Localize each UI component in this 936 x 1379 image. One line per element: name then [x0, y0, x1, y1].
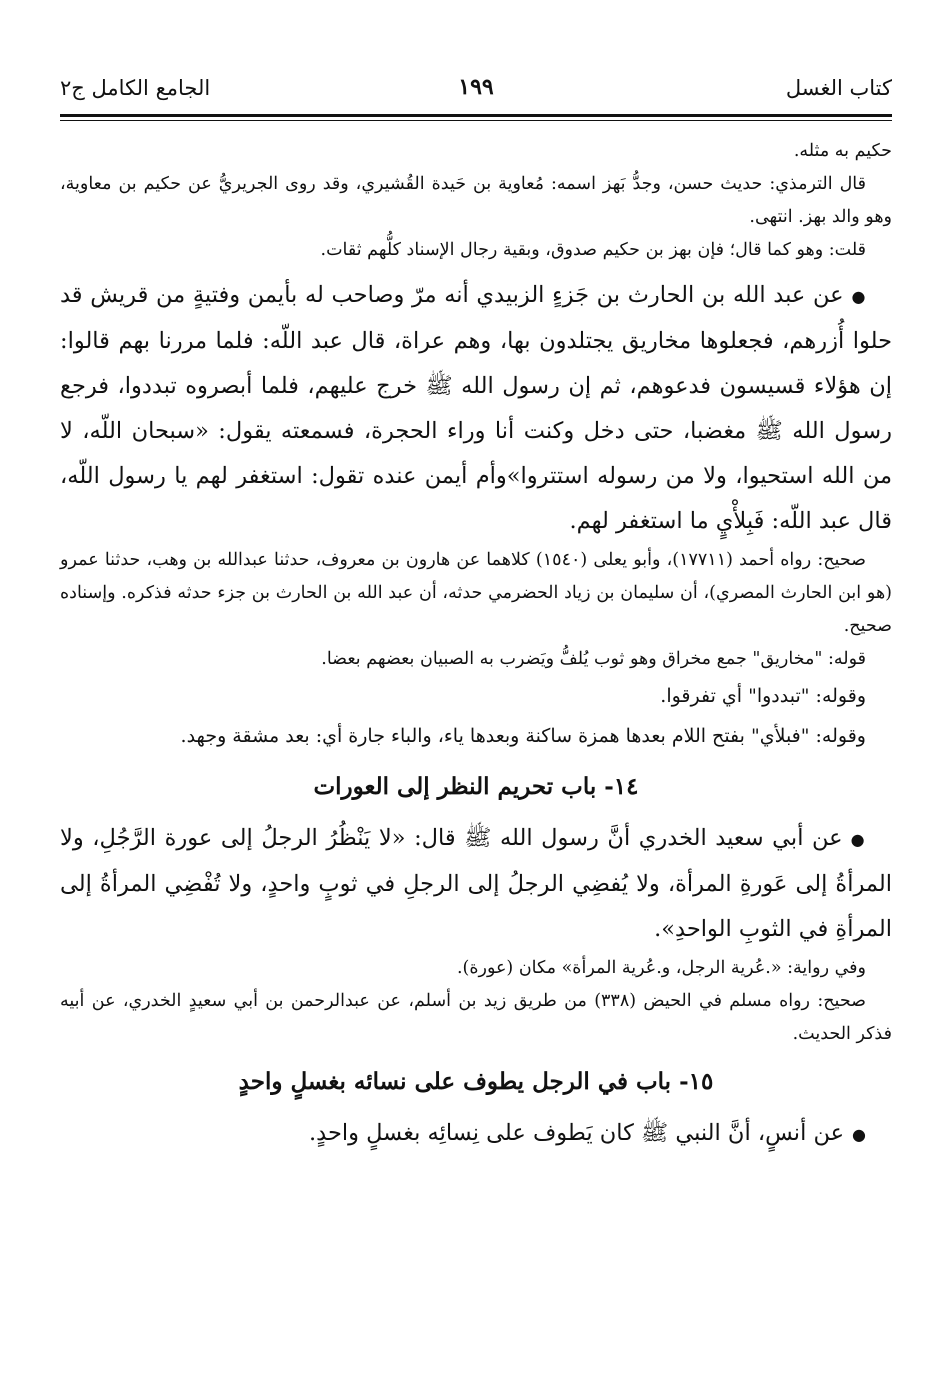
- author-note: قلت: وهو كما قال؛ فإن بهز بن حكيم صدوق، وبقية رجال الإسناد كلُّهم ثقات.: [320, 240, 866, 260]
- gloss-paragraph: وقوله: "فبلأي" بفتح اللام بعدها همزة ساكنة وبعدها ياء، والباء جارة أي: بعد مشقة وجهد.: [180, 725, 866, 747]
- page-header: [60, 70, 892, 112]
- hadith-paragraph: [60, 273, 892, 544]
- hadith-paragraph: [60, 816, 892, 952]
- intro-line: حكيم به مثله.: [793, 141, 892, 161]
- gloss-paragraph: وقوله: "تبددوا" أي تفرقوا.: [660, 685, 866, 707]
- section-heading: ١٤- باب تحريم النظر إلى العورات: [313, 773, 639, 800]
- chapter-name: كتاب الغسل: [785, 76, 892, 100]
- hadith-paragraph: [60, 1111, 892, 1157]
- takhrij-paragraph: صحيح: رواه مسلم في الحيض (٣٣٨) من طريق زيد بن أسلم، عن عبدالرحمن بن أبي سعيدٍ الخدري، عن أبيه فذكر الحديث.: [60, 991, 892, 1044]
- takhrij-paragraph: صحيح: رواه أحمد (١٧٧١١)، وأبو يعلى (١٥٤٠) كلاهما عن هارون بن معروف، حدثنا عبدالله بن وهب، حدثنا عمرو (هو ابن الحارث المصري)، أن سليمان بن زياد الحضرمي حدثه، أن عبد الله بن الحارث بن جزء حدثه فذكره. وإسناده صحيح.: [60, 550, 892, 636]
- tirmidhi-comment: قال الترمذي: حديث حسن، وجدُّ بَهز اسمه: مُعاوية بن حَيدة القُشيري، وقد روى الجريريُّ عن حكيم بن معاوية، وهو والد بهز. انتهى.: [60, 174, 892, 227]
- header-rule-thick: [60, 114, 892, 117]
- hadith-text: عن عبد الله بن الحارث بن جَزءٍ الزبيدي أنه مرّ وصاحب له بأيمن وفتيةٍ من قريش قد حلوا أُزرهم، فجعلوها مخاريق يجتلدون بها، وهم عراة، قال عبد اللّه: فلما مررنا بهم قالوا: إن هؤلاء قسيسون فدعوهم، ثم إن رسول الله ﷺ خرج عليهم، فلما أبصروه تبددوا، فرجع رسول الله ﷺ مغضبا، حتى دخل وكنت أنا وراء الحجرة، فسمعته يقول: «سبحان اللّه، لا من الله استحيوا، ولا من رسوله استتروا»وأم أيمن عنده تقول: استغفر لهم يا رسول اللّه، قال عبد اللّه: فَبِلأْيٍ ما استغفر لهم.: [60, 282, 892, 534]
- section-heading: ١٥- باب في الرجل يطوف على نسائه بغسلٍ واحدٍ: [238, 1068, 714, 1095]
- hadith-text: عن أبي سعيد الخدري أنَّ رسول الله ﷺ قال: «لا يَنْظُرُ الرجلُ إلى عورة الرَّجُلِ، ولا المرأةُ إلى عَورةِ المرأة، ولا يُفضِي الرجلُ إلى الرجلِ في ثوبٍ واحدٍ، ولا تُفْضِي المرأةُ إلى المرأةِ في الثوبِ الواحدِ».: [60, 825, 892, 942]
- book-title: الجامع الكامل ج٢: [60, 76, 211, 100]
- bullet-icon: ●: [851, 287, 866, 306]
- header-rule-thin: [60, 120, 892, 121]
- book-page: [60, 70, 892, 1157]
- hadith-text: عن أنسٍ، أنَّ النبي ﷺ كان يَطوف على نِسائِه بغسلٍ واحدٍ.: [308, 1120, 845, 1146]
- bullet-icon: ●: [850, 830, 866, 849]
- riwaya-paragraph: وفي رواية: «.عُرية الرجل، و.عُرية المرأة» مكان (عورة).: [456, 958, 866, 978]
- page-number: ١٩٩: [458, 74, 494, 100]
- bullet-icon: ●: [852, 1125, 866, 1144]
- gloss-paragraph: قوله: "مخاريق" جمع مخراق وهو ثوب يُلفُّ ويَضرب به الصبيان بعضهم بعضا.: [321, 649, 866, 669]
